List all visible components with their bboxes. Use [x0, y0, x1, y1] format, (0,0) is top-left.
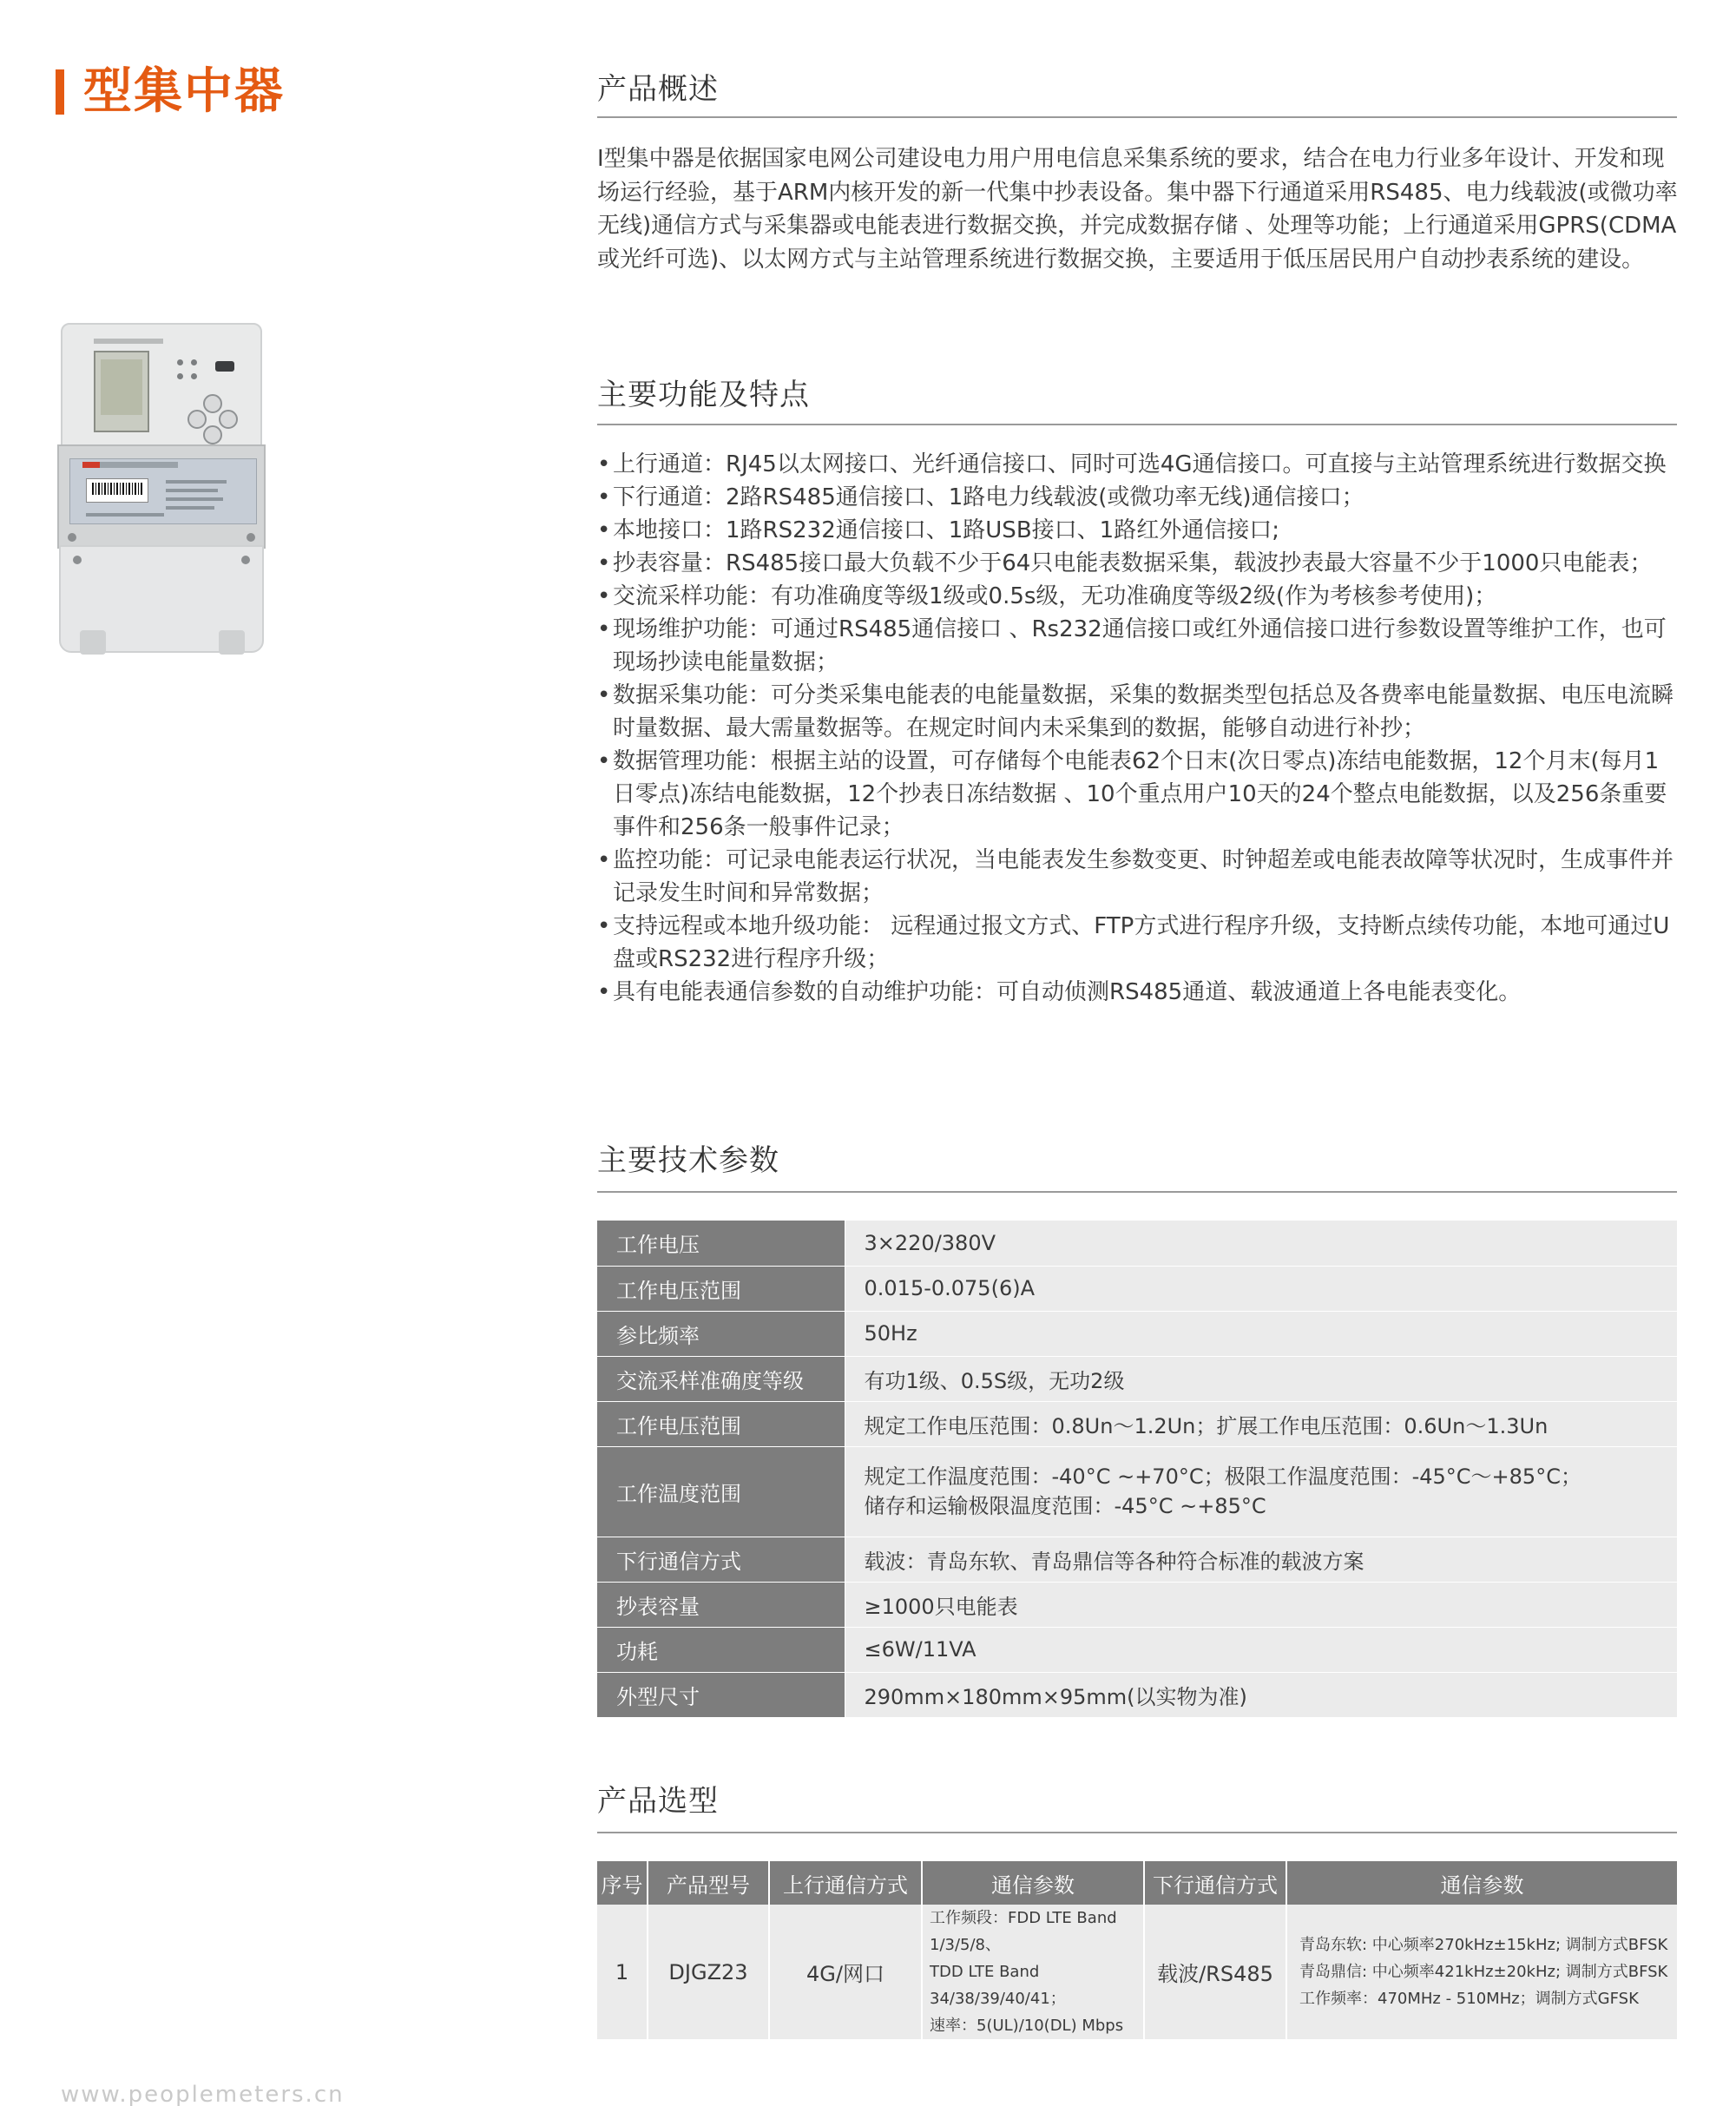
param-line: 工作频段：FDD LTE Band 1/3/5/8、 — [930, 1909, 1117, 1954]
param-value: 0.015-0.075(6)A — [845, 1266, 1677, 1311]
param-value — [845, 1446, 1677, 1537]
table-row — [597, 1627, 1677, 1672]
feature-item: • 交流采样功能：有功准确度等级1级或0.5s级，无功准确度等级2级(作为考核参考使用)； — [597, 580, 1680, 613]
table-row — [597, 1672, 1677, 1717]
cell-uplink: 4G/网口 — [769, 1905, 922, 2039]
param-value: 规定工作电压范围：0.8Un～1.2Un；扩展工作电压范围：0.6Un～1.3Un — [845, 1401, 1677, 1446]
cell-index: 1 — [597, 1905, 648, 2039]
table-row — [597, 1311, 1677, 1356]
features-divider — [597, 424, 1677, 425]
device-switch — [215, 361, 234, 372]
table-row — [597, 1537, 1677, 1582]
param-line: 工作频率：470MHz - 510MHz；调制方式GFSK — [1299, 1990, 1639, 2008]
column-header: 产品型号 — [648, 1861, 769, 1905]
page-title: 型集中器 — [83, 63, 285, 120]
column-header: 下行通信方式 — [1144, 1861, 1286, 1905]
table-row — [597, 1905, 1677, 2039]
feature-item: • 本地接口：1路RS232通信接口、1路USB接口、1路红外通信接口; — [597, 514, 1680, 547]
param-key: 下行通信方式 — [597, 1537, 845, 1582]
param-key: 交流采样准确度等级 — [597, 1356, 845, 1401]
param-line: 青岛鼎信: 中心频率421kHz±20kHz; 调制方式BFSK — [1299, 1963, 1668, 1981]
device-indicator-leds — [177, 359, 212, 385]
barcode-label — [86, 478, 148, 503]
page-title-block — [56, 63, 285, 120]
table-header-row — [597, 1861, 1677, 1905]
param-key: 工作温度范围 — [597, 1446, 845, 1537]
param-line: 速率：5(UL)/10(DL) Mbps — [930, 2017, 1124, 2035]
feature-item: • 支持远程或本地升级功能： 远程通过报文方式、FTP方式进行程序升级，支持断点续传功能，本地可通过U盘或RS232进行程序升级； — [597, 910, 1680, 976]
overview-divider — [597, 116, 1677, 118]
column-header: 通信参数 — [1286, 1861, 1677, 1905]
device-keypad — [187, 394, 238, 444]
table-row — [597, 1221, 1677, 1266]
table-row — [597, 1446, 1677, 1537]
params-divider — [597, 1191, 1677, 1193]
features-list — [597, 448, 1680, 1009]
feature-item: • 下行通道：2路RS485通信接口、1路电力线载波(或微功率无线)通信接口； — [597, 481, 1680, 514]
param-key: 参比频率 — [597, 1311, 845, 1356]
models-heading: 产品选型 — [597, 1784, 719, 1819]
device-base — [59, 545, 264, 653]
column-header: 通信参数 — [922, 1861, 1144, 1905]
device-terminal-cover — [57, 444, 266, 549]
param-value: 290mm×180mm×95mm(以实物为准) — [845, 1672, 1677, 1717]
param-line: 青岛东软: 中心频率270kHz±15kHz; 调制方式BFSK — [1299, 1936, 1668, 1954]
overview-heading: 产品概述 — [597, 72, 719, 107]
param-key: 工作电压范围 — [597, 1401, 845, 1446]
feature-item: • 上行通道：RJ45以太网接口、光纤通信接口、同时可选4G通信接口。可直接与主站管理系统进行数据交换 — [597, 448, 1680, 481]
feature-item: • 数据管理功能：根据主站的设置，可存储每个电能表62个日末(次日零点)冻结电能数据，12个月末(每月1日零点)冻结电能数据，12个抄表日冻结数据 、10个重点用户10天的24个整点电能数据，以及256条重要事件和256条一般事件记录； — [597, 745, 1680, 844]
param-line: TDD LTE Band 34/38/39/40/41； — [930, 1963, 1066, 2008]
cell-downlink-params — [1286, 1905, 1677, 2039]
param-key: 工作电压范围 — [597, 1266, 845, 1311]
feature-item: • 数据采集功能：可分类采集电能表的电能量数据，采集的数据类型包括总及各费率电能量数据、电压电流瞬时量数据、最大需量数据等。在规定时间内未采集到的数据，能够自动进行补抄； — [597, 679, 1680, 745]
param-key: 工作电压 — [597, 1221, 845, 1266]
column-header: 序号 — [597, 1861, 648, 1905]
overview-text: Ⅰ型集中器是依据国家电网公司建设电力用户用电信息采集系统的要求，结合在电力行业多年设计、开发和现场运行经验，基于ARM内核开发的新一代集中抄表设备。集中器下行通道采用RS485、电力线载波(或微功率无线)通信方式与采集器或电能表进行数据交换，并完成数据存储 、处理等功能；上行通道采用GPRS(CDMA或光纤可选)、以太网方式与主站管理系统进行数据交换，主要适用于低压居民用户自动抄表系统的建设。 — [597, 146, 1678, 273]
cell-uplink-params — [922, 1905, 1144, 2039]
param-value: ≤6W/11VA — [845, 1627, 1677, 1672]
cell-model: DJGZ23 — [648, 1905, 769, 2039]
product-image — [57, 323, 266, 657]
param-value: 50Hz — [845, 1311, 1677, 1356]
param-value: 有功1级、0.5S级，无功2级 — [845, 1356, 1677, 1401]
cell-downlink: 载波/RS485 — [1144, 1905, 1286, 2039]
param-value-line: 储存和运输极限温度范围：-45°C ~+85°C — [864, 1494, 1266, 1518]
feature-item: • 抄表容量：RS485接口最大负载不少于64只电能表数据采集，载波抄表最大容量不少于1000只电能表； — [597, 547, 1680, 580]
title-accent-bar — [56, 69, 64, 115]
device-top-label — [94, 339, 163, 344]
params-heading: 主要技术参数 — [597, 1143, 779, 1178]
param-key: 外型尺寸 — [597, 1672, 845, 1717]
param-value: 3×220/380V — [845, 1221, 1677, 1266]
feature-item: • 现场维护功能：可通过RS485通信接口 、Rs232通信接口或红外通信接口进行参数设置等维护工作，也可现场抄读电能量数据； — [597, 613, 1680, 679]
param-value: ≥1000只电能表 — [845, 1582, 1677, 1627]
param-key: 抄表容量 — [597, 1582, 845, 1627]
table-row — [597, 1266, 1677, 1311]
params-table — [597, 1221, 1677, 1718]
device-lcd-screen — [94, 351, 149, 432]
feature-item: • 监控功能：可记录电能表运行状况，当电能表发生参数变更、时钟超差或电能表故障等状况时，生成事件并记录发生时间和异常数据； — [597, 844, 1680, 910]
models-table — [597, 1861, 1677, 2039]
table-row — [597, 1401, 1677, 1446]
feature-item: • 具有电能表通信参数的自动维护功能：可自动侦测RS485通道、载波通道上各电能表变化。 — [597, 976, 1680, 1009]
device-upper-cover — [61, 323, 262, 453]
features-heading: 主要功能及特点 — [597, 378, 810, 412]
models-divider — [597, 1832, 1677, 1833]
device-nameplate — [69, 458, 257, 524]
column-header: 上行通信方式 — [769, 1861, 922, 1905]
param-value-line: 规定工作温度范围：-40°C ~+70°C；极限工作温度范围：-45°C～+85°C； — [864, 1464, 1581, 1489]
param-value: 载波：青岛东软、青岛鼎信等各种符合标准的载波方案 — [845, 1537, 1677, 1582]
param-key: 功耗 — [597, 1627, 845, 1672]
footer-url: www.peoplemeters.cn — [61, 2082, 345, 2106]
table-row — [597, 1356, 1677, 1401]
table-row — [597, 1582, 1677, 1627]
